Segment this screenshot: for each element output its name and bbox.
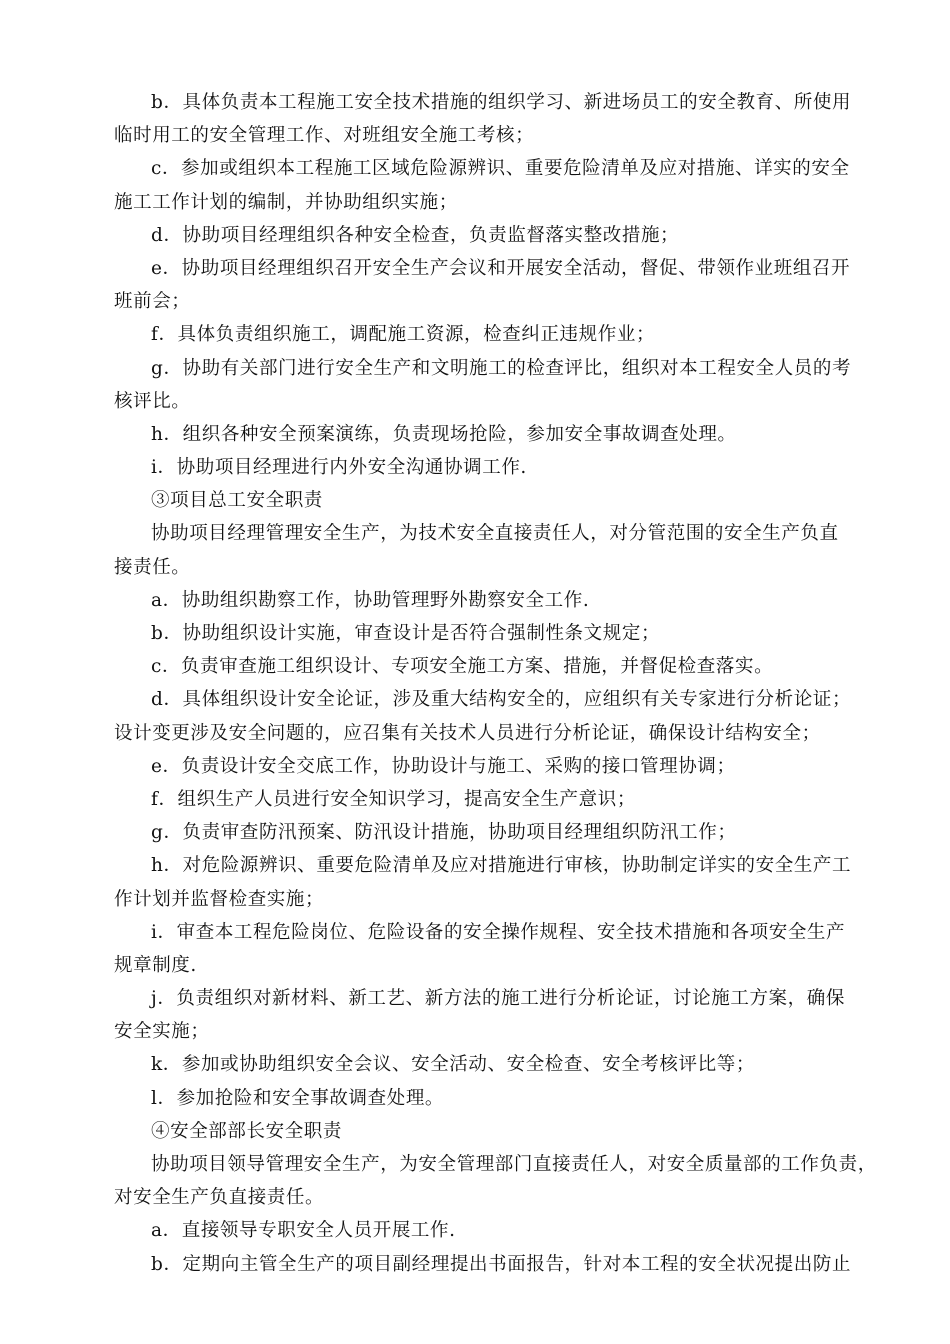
text-line: h．对危险源辨识、重要危险清单及应对措施进行审核，协助制定详实的安全生产工 — [151, 855, 852, 877]
text-line: 对安全生产负直接责任。 — [114, 1187, 325, 1209]
text-line: g．协助有关部门进行安全生产和文明施工的检查评比，组织对本工程安全人员的考 — [151, 357, 852, 379]
text-line: f．具体负责组织施工，调配施工资源，检查纠正违规作业； — [151, 324, 656, 346]
text-line: a．直接领导专职安全人员开展工作. — [151, 1220, 456, 1242]
text-line: 核评比。 — [114, 390, 191, 412]
text-line: d．具体组织设计安全论证，涉及重大结构安全的，应组织有关专家进行分析论证； — [151, 689, 852, 711]
text-line: b．具体负责本工程施工安全技术措施的组织学习、新进场员工的安全教育、所使用 — [151, 92, 852, 113]
text-line: 安全实施； — [114, 1021, 210, 1043]
text-line: a．协助组织勘察工作，协助管理野外勘察安全工作. — [151, 589, 590, 611]
text-line: e．负责设计安全交底工作，协助设计与施工、采购的接口管理协调； — [151, 755, 736, 777]
text-line: h．组织各种安全预案演练，负责现场抢险，参加安全事故调查处理。 — [151, 423, 737, 445]
text-line: 班前会； — [114, 291, 191, 313]
text-line: b．协助组织设计实施，审查设计是否符合强制性条文规定； — [151, 623, 661, 644]
text-line: c．负责审查施工组织设计、专项安全施工方案、措施，并督促检查落实。 — [151, 656, 774, 678]
text-line: 设计变更涉及安全问题的，应召集有关技术人员进行分析论证，确保设计结构安全； — [114, 722, 821, 744]
document-page — [114, 86, 877, 1281]
text-line: 规章制度. — [114, 954, 197, 976]
text-line: 临时用工的安全管理工作、对班组安全施工考核； — [114, 125, 535, 147]
text-line: i．审查本工程危险岗位、危险设备的安全操作规程、安全技术措施和各项安全生产 — [151, 921, 846, 943]
text-line: j．负责组织对新材料、新工艺、新方法的施工进行分析论证，讨论施工方案，确保 — [151, 988, 845, 1010]
text-line: l．参加抢险和安全事故调查处理。 — [151, 1087, 445, 1109]
text-line: c．参加或组织本工程施工区域危险源辨识、重要危险清单及应对措施、详实的安全 — [151, 158, 850, 180]
text-line: g．负责审查防汛预案、防汛设计措施，协助项目经理组织防汛工作； — [151, 822, 737, 844]
text-line: ④安全部部长安全职责 — [151, 1120, 343, 1142]
text-line: 协助项目领导管理安全生产，为安全管理部门直接责任人，对安全质量部的工作负责， — [151, 1154, 877, 1175]
text-line: ③项目总工安全职责 — [151, 490, 323, 512]
text-line: e．协助项目经理组织召开安全生产会议和开展安全活动，督促、带领作业班组召开 — [151, 257, 851, 279]
text-line: f．组织生产人员进行安全知识学习，提高安全生产意识； — [151, 788, 636, 810]
text-line: 施工工作计划的编制，并协助组织实施； — [114, 191, 458, 213]
text-line: d．协助项目经理组织各种安全检查，负责监督落实整改措施； — [151, 224, 680, 246]
text-line: k．参加或协助组织安全会议、安全活动、安全检查、安全考核评比等； — [151, 1054, 755, 1076]
text-line: i．协助项目经理进行内外安全沟通协调工作. — [151, 457, 527, 479]
text-line: b．定期向主管全生产的项目副经理提出书面报告，针对本工程的安全状况提出防止 — [151, 1253, 852, 1275]
text-line: 接责任。 — [114, 556, 191, 578]
text-line: 作计划并监督检查实施； — [114, 888, 325, 910]
text-line: 协助项目经理管理安全生产，为技术安全直接责任人，对分管范围的安全生产负直 — [151, 523, 839, 545]
